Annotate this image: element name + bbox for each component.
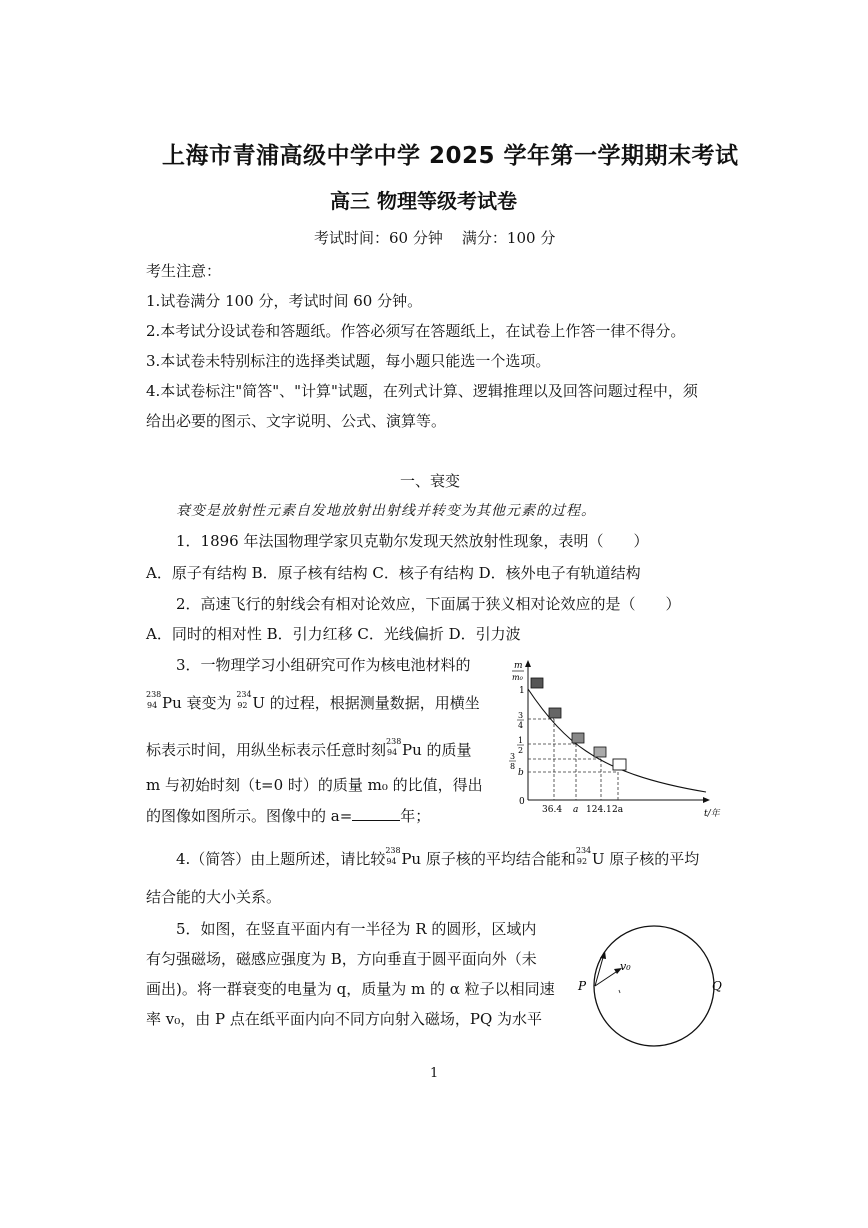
field-circle bbox=[594, 926, 714, 1046]
pu-nuclide: 238 94 bbox=[385, 846, 401, 866]
guide-lines bbox=[528, 719, 618, 800]
sample-box-3 bbox=[572, 733, 584, 743]
u-nuclide: 234 92 bbox=[575, 846, 592, 866]
decay-curve bbox=[528, 689, 706, 792]
x-axis-label: t/年 bbox=[704, 809, 720, 819]
decay-chart bbox=[506, 656, 728, 821]
question-5-line-2: 有匀强磁场，磁感应强度为 B，方向垂直于圆平面向外（未 bbox=[146, 950, 537, 968]
section-intro: 衰变是放射性元素自发地放射出射线并转变为其他元素的过程。 bbox=[176, 503, 596, 519]
section-title: 一、衰变 bbox=[400, 472, 461, 490]
sample-box-2 bbox=[549, 708, 561, 718]
x-tick-36-4: 36.4 bbox=[542, 805, 563, 815]
question-2-options: A．同时的相对性 B．引力红移 C．光线偏折 D．引力波 bbox=[146, 625, 521, 643]
y-tick-3-4-den: 4 bbox=[518, 721, 524, 730]
x-tick-124-1: 124.1 bbox=[586, 805, 612, 815]
y-label-num: m bbox=[514, 661, 523, 671]
point-q-label: Q bbox=[712, 979, 722, 993]
velocity-arrowhead-1 bbox=[600, 951, 606, 959]
question-3-line-4: m 与初始时刻（t=0 时）的质量 m₀ 的比值，得出 bbox=[146, 776, 483, 794]
x-tick-2a: 2a bbox=[612, 805, 624, 815]
sample-box-4 bbox=[594, 747, 606, 757]
notice-item-4: 4.本试卷标注"简答"、"计算"试题，在列式计算、逻辑推理以及回答问题过程中，须 bbox=[146, 382, 698, 400]
y-label-den: m₀ bbox=[512, 673, 523, 682]
question-1: 1．1896 年法国物理学家贝克勒尔发现天然放射性现象，表明（ ） bbox=[176, 532, 649, 550]
y-tick-b: b bbox=[518, 768, 524, 778]
sample-box-5 bbox=[613, 759, 626, 770]
y-tick-1: 1 bbox=[519, 686, 525, 696]
question-5-line-1: 5．如图，在竖直平面内有一半径为 R 的圆形，区域内 bbox=[176, 920, 537, 938]
notice-item-3: 3.本试卷未特别标注的选择类试题，每小题只能选一个选项。 bbox=[146, 352, 551, 370]
point-p-label: P bbox=[578, 979, 587, 993]
x-tick-a: a bbox=[573, 805, 579, 815]
y-tick-1-2-den: 2 bbox=[518, 746, 524, 755]
question-4-line-1: 4.（简答）由上题所述，请比较 238 94 Pu 原子核的平均结合能和 234 92 U 原子核的平均 bbox=[176, 846, 700, 868]
page-number: 1 bbox=[430, 1066, 439, 1081]
u-nuclide: 234 92 bbox=[236, 690, 252, 710]
magnetic-field-circle-figure bbox=[574, 918, 734, 1048]
diameter-mark bbox=[619, 990, 620, 993]
exam-subtitle: 高三 物理等级考试卷 bbox=[330, 189, 517, 213]
pu-nuclide: 238 94 bbox=[386, 737, 402, 757]
notice-item-1: 1.试卷满分 100 分，考试时间 60 分钟。 bbox=[146, 292, 423, 310]
notice-item-2: 2.本考试分设试卷和答题纸。作答必须写在答题纸上，在试卷上作答一律不得分。 bbox=[146, 322, 686, 340]
question-3-line-3: 标表示时间，用纵坐标表示任意时刻 238 94 Pu 的质量 bbox=[146, 737, 472, 759]
notice-item-4-cont: 给出必要的图示、文字说明、公式、演算等。 bbox=[146, 412, 447, 430]
question-5-line-4: 率 v₀，由 P 点在纸平面内向不同方向射入磁场，PQ 为水平 bbox=[146, 1010, 543, 1028]
notice-heading: 考生注意： bbox=[146, 262, 222, 280]
question-3-line-1: 3．一物理学习小组研究可作为核电池材料的 bbox=[176, 656, 471, 674]
y-tick-0: 0 bbox=[519, 797, 525, 807]
question-2: 2．高速飞行的射线会有相对论效应，下面属于狭义相对论效应的是（ ） bbox=[176, 595, 681, 613]
sample-box-1 bbox=[531, 678, 543, 688]
y-axis-arrow bbox=[525, 660, 531, 667]
y-tick-3-8: 3 bbox=[510, 752, 516, 761]
question-5-line-3: 画出)。将一群衰变的电量为 q，质量为 m 的 α 粒子以相同速 bbox=[146, 980, 555, 998]
y-tick-3-4: 3 bbox=[518, 711, 524, 720]
exam-title: 上海市青浦高级中学中学 2025 学年第一学期期末考试 bbox=[162, 143, 739, 169]
y-tick-3-8-den: 8 bbox=[510, 762, 516, 771]
question-1-options: A．原子有结构 B．原子核有结构 C．核子有结构 D．核外电子有轨道结构 bbox=[146, 564, 641, 582]
pu-nuclide: 238 94 bbox=[146, 690, 162, 710]
y-tick-1-2: 1 bbox=[518, 736, 524, 745]
question-4-line-2: 结合能的大小关系。 bbox=[146, 888, 282, 906]
question-3-line-2: 238 94 Pu 衰变为 234 92 U 的过程，根据测量数据，用横坐 bbox=[146, 690, 480, 712]
answer-blank bbox=[352, 808, 400, 821]
question-3-line-5: 的图像如图所示。图像中的 a= 年； bbox=[146, 807, 431, 825]
velocity-label: v₀ bbox=[620, 960, 631, 973]
exam-info: 考试时间：60 分钟 满分：100 分 bbox=[314, 229, 556, 247]
x-axis-arrow bbox=[703, 797, 710, 803]
